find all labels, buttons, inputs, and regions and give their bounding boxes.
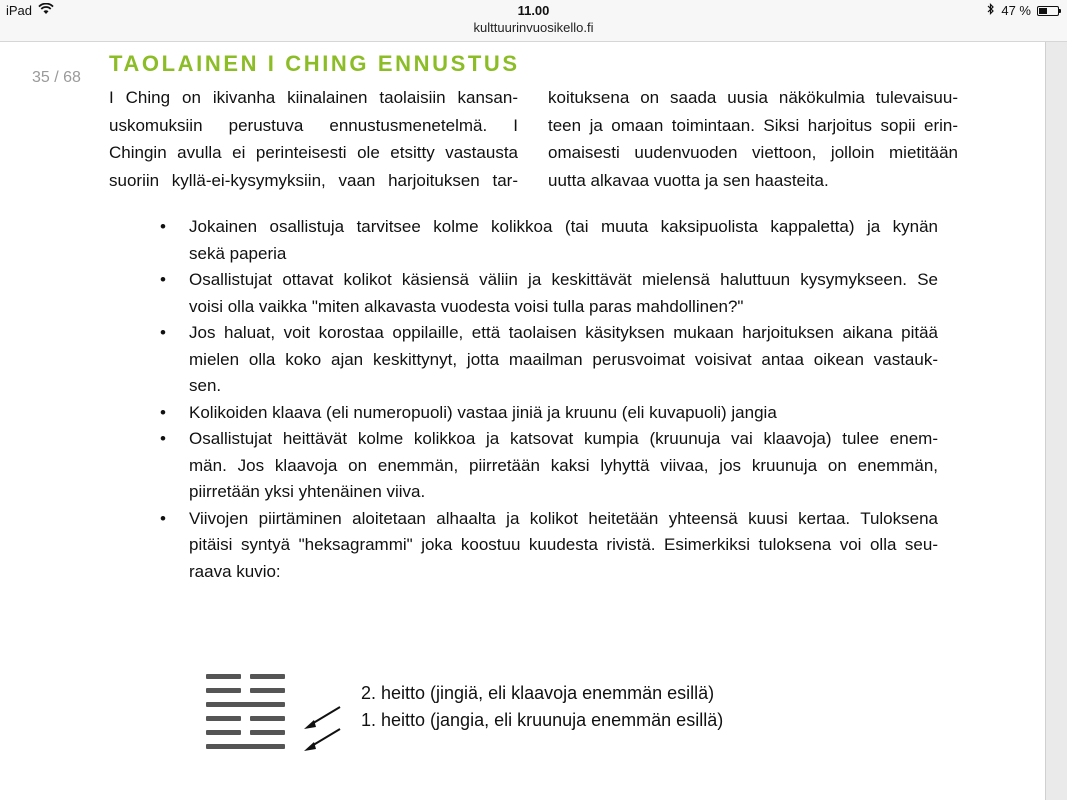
page-scroll-edge: [1045, 42, 1067, 800]
bullet-marker: •: [160, 217, 166, 236]
caption-throw-1: 1. heitto (jangia, eli kruunuja enemmän esillä): [361, 710, 724, 730]
intro-line: I Ching on ikivanha kiinalainen taolaisiin kansan-: [109, 88, 518, 107]
list-item: [160, 506, 938, 586]
list-item: [160, 267, 938, 320]
battery-fill: [1039, 8, 1047, 14]
hexagram-line-2b: [250, 730, 285, 735]
status-bar: [0, 0, 1067, 20]
instruction-list: [160, 214, 938, 585]
list-item-line: Viivojen piirtäminen aloitetaan alhaalta ja kolikot heitetään yhteensä kuusi kertaa. Tuloksena: [189, 508, 938, 528]
hexagram-line-3b: [250, 716, 285, 721]
list-item-line: sen.: [189, 376, 222, 395]
arrows-icon: [300, 703, 344, 755]
hexagram-line-2: [206, 730, 241, 735]
page-counter: 35 / 68: [32, 69, 81, 86]
url-text[interactable]: kulttuurinvuosikello.fi: [473, 20, 594, 35]
list-item-line: piirretään yksi yhtenäinen viiva.: [189, 482, 426, 501]
list-item-line: män. Jos klaavoja on enemmän, piirretään kaksi lyhyttä viivaa, jos kruunuja on enemmän,: [189, 455, 938, 475]
hexagram-line-6b: [250, 674, 285, 679]
bluetooth-icon: [987, 3, 995, 18]
list-item: [160, 400, 938, 427]
list-item-line: pitäisi syntyä "heksagrammi" joka koostuu kuudesta rivistä. Esimerkiksi tuloksena voi olla seu-: [189, 535, 938, 554]
page-title: TAOLAINEN I CHING ENNUSTUS: [109, 51, 520, 76]
list-item-line: raava kuvio:: [189, 561, 281, 581]
hexagram-line-6: [206, 674, 241, 679]
list-item-line: Jokainen osallistuja tarvitsee kolme kolikkoa (tai muuta kaksipuolista kappaletta) ja kynän: [189, 217, 938, 236]
intro-line: teen ja omaan toimintaan. Siksi harjoitus sopii erin-: [548, 115, 958, 135]
intro-line: uskomuksiin perustuva ennustusmenetelmä. I: [109, 115, 518, 135]
list-item: [160, 214, 938, 267]
battery-percent: 47 %: [1001, 3, 1031, 18]
caption-throw-2: 2. heitto (jingiä, eli klaavoja enemmän esillä): [361, 683, 715, 703]
hexagram-line-4: [206, 702, 285, 707]
hexagram-line-3: [206, 716, 241, 721]
list-item-line: voisi olla vaikka "miten alkavasta vuodesta voisi tulla paras mahdollinen?": [189, 296, 744, 316]
intro-column-2: [548, 84, 958, 194]
status-time: 11.00: [517, 3, 550, 18]
intro-column-1: [109, 84, 518, 194]
device-name: iPad: [6, 3, 33, 18]
list-item-line: Kolikoiden klaava (eli numeropuoli) vastaa jiniä ja kruunu (eli kuvapuoli) jangia: [189, 402, 777, 422]
list-item-line: Jos haluat, voit korostaa oppilaille, että taolaisen käsityksen mukaan harjoituksen aikana pitää: [189, 323, 938, 342]
battery-icon: [1037, 6, 1059, 16]
bullet-marker: •: [160, 429, 166, 448]
hexagram-line-5: [206, 688, 241, 693]
intro-line: uutta alkavaa vuotta ja sen haasteita.: [548, 170, 829, 190]
list-item-line: Osallistujat heittävät kolme kolikkoa ja katsovat kumpia (kruunuja vai klaavoja) tulee enem-: [189, 429, 938, 448]
list-item-line: Osallistujat ottavat kolikot käsiensä väliin ja keskittävät mielensä haluttuun kysymykseen. Se: [189, 270, 938, 289]
intro-line: suoriin kyllä-ei-kysymyksiin, vaan harjoituksen tar-: [109, 170, 518, 190]
bullet-marker: •: [160, 323, 166, 342]
url-bar[interactable]: [0, 20, 1067, 42]
bullet-marker: •: [160, 270, 166, 289]
intro-line: koituksena on saada uusia näkökulmia tulevaisuu-: [548, 88, 958, 107]
list-item-line: sekä paperia: [189, 243, 287, 263]
bullet-marker: •: [160, 402, 166, 422]
hexagram-line-1: [206, 744, 285, 749]
intro-line: Chingin avulla ei perinteisesti ole etsitty vastausta: [109, 143, 518, 162]
bullet-marker: •: [160, 508, 166, 528]
intro-line: omaisesti uudenvuoden viettoon, jolloin mietitään: [548, 143, 958, 162]
list-item-line: mielen olla koko ajan keskittynyt, jotta maailman perusvoimat voisivat antaa oikean vastauk-: [189, 349, 938, 369]
hexagram-line-5b: [250, 688, 285, 693]
hexagram-figure: [205, 672, 287, 757]
status-right: [987, 3, 1059, 18]
list-item: [160, 426, 938, 506]
list-item: [160, 320, 938, 400]
